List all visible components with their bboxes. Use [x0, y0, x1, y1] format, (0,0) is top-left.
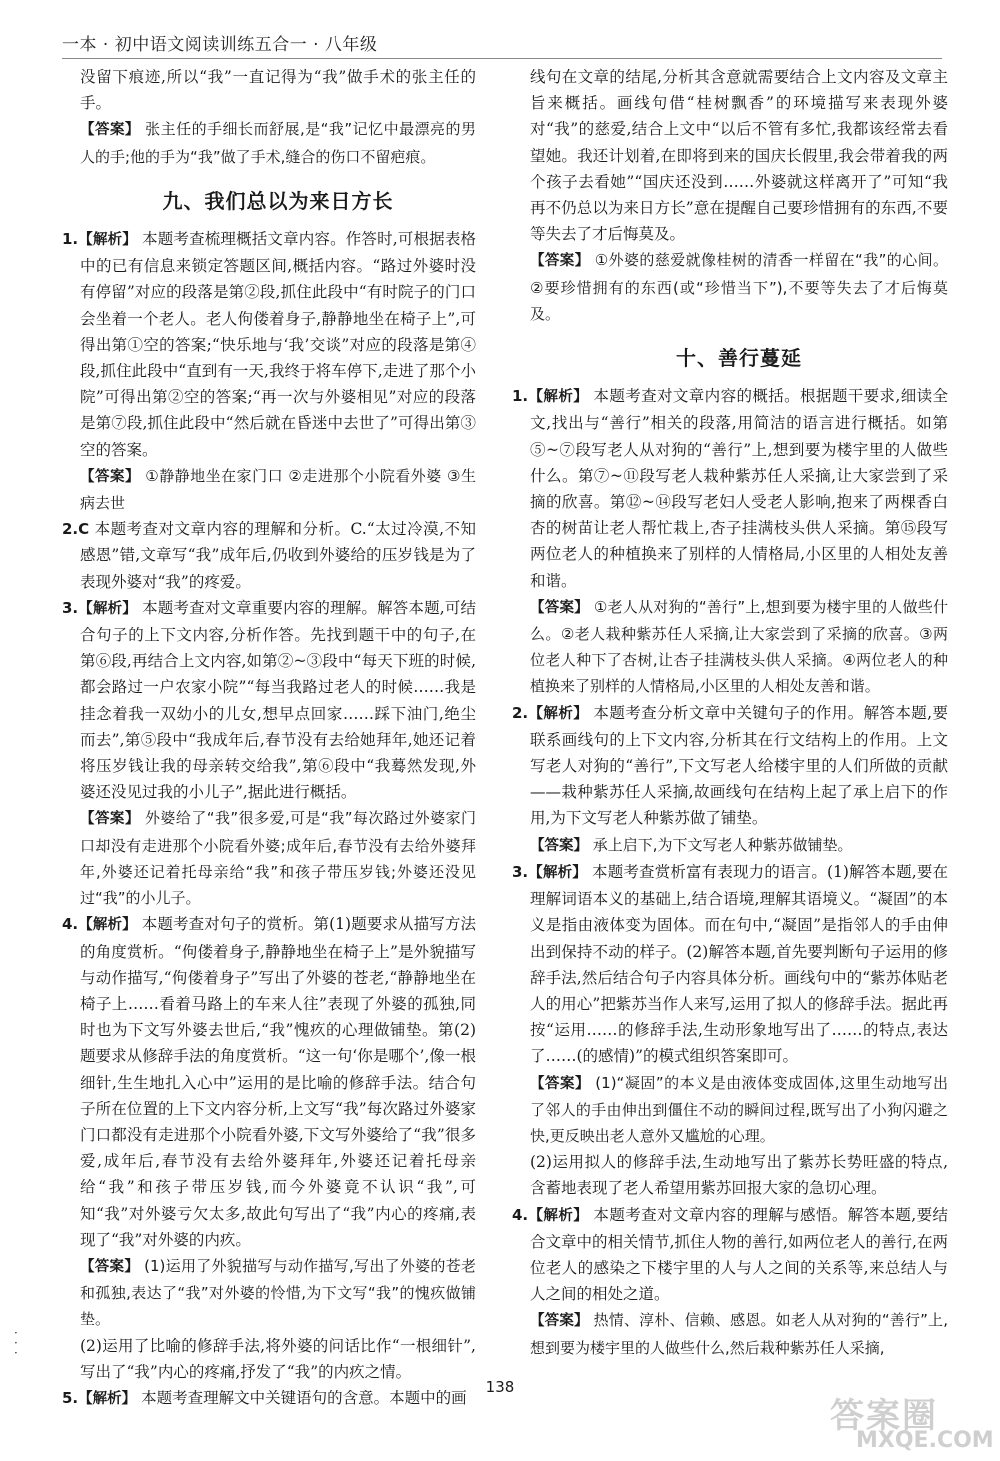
header-divider — [62, 58, 942, 59]
paragraph-text: 本题考查梳理概括文章内容。作答时,可根据表格中的已有信息来锁定答题区间,概括内容。“路过外婆时没有停留”对应的段落是第②段,抓住此段中“有时院子的门口会坐着一个老人。老人佝偻着身子,静静地坐在椅子上”,可得出第①空的答案;“快乐地与‘我’交谈”对应的段落是第④段,抓住此段中“直到有一天,我终于将车停下,走进了那个小院”可得出第②空的答案;“再一次与外婆相见”对应的段落是第⑦段,抓住此段中“然后就在昏迷中去世了”可得出第③空的答案。 — [80, 230, 477, 459]
paragraph-text: 热情、淳朴、信赖、感恩。如老人从对狗的“善行”上,想到要为楼宇里的人做些什么,然后栽种紫苏任人采摘, — [530, 1311, 948, 1357]
question-item — [62, 595, 477, 806]
text-paragraph — [530, 64, 948, 247]
answer-paragraph — [530, 594, 948, 700]
right-column — [512, 64, 949, 1361]
question-item — [512, 1202, 949, 1308]
analysis-label: 【解析】 — [528, 864, 587, 881]
question-number: 4. — [62, 915, 79, 934]
paragraph-text: 线句在文章的结尾,分析其含意就需要结合上文内容及文章主旨来概括。画线句借“桂树飘香”的环境描写来表现外婆对“我”的慈爱,结合上文中“以后不管有多忙,我都该经常去看望她。我还计划着,在即将到来的国庆长假里,我会带着我的两个孩子去看她”“国庆还没到……外婆就这样离开了”可知“我再不仍总以为来日方长”意在提醒自己要珍惜拥有的东西,不要等失去了才后悔莫及。 — [530, 68, 948, 244]
right-intro — [530, 64, 948, 327]
paragraph-text: 张主任的手细长而舒展,是“我”记忆中最漂亮的男人的手;他的手为“我”做了手术,缝合的伤口不留疤痕。 — [80, 120, 476, 166]
answer-paragraph — [80, 116, 476, 169]
question-item — [512, 859, 948, 1070]
question-number: 2. — [512, 703, 529, 722]
question-number: 2.C — [62, 520, 90, 539]
analysis-label: 【解析】 — [528, 705, 589, 722]
answer-paragraph — [530, 1070, 948, 1150]
text-paragraph — [530, 1149, 948, 1201]
answer-label: 【答案】 — [80, 811, 140, 828]
question-number: 1. — [512, 387, 529, 406]
analysis-label: 【解析】 — [528, 389, 589, 406]
paragraph-text: 外婆给了“我”很多爱,可是“我”每次路过外婆家门口却没有走进那个小院看外婆;成年后,春节没有去给外婆拜年,外婆还记着托母亲给“我”和孩子带压岁钱;外婆还没见过“我”的小儿子。 — [80, 809, 477, 908]
paragraph-text: 本题考查对文章内容的理解和分析。C.“太过冷漠,不知感恩”错,文章写“我”成年后,仍收到外婆给的压岁钱是为了表现外婆对“我”的疼爱。 — [80, 520, 476, 591]
watermark-logo — [820, 1388, 994, 1454]
answer-paragraph — [80, 463, 476, 516]
text-paragraph — [80, 64, 476, 116]
answer-paragraph — [530, 832, 948, 859]
left-intro — [80, 64, 476, 170]
analysis-label: 【解析】 — [78, 1390, 137, 1407]
left-question-list — [62, 226, 477, 1412]
answer-label: 【答案】 — [80, 1258, 140, 1275]
answer-label: 【答案】 — [530, 837, 588, 854]
answer-label: 【答案】 — [530, 1075, 591, 1092]
question-number: 3. — [62, 598, 79, 617]
paragraph-text: (1)“凝固”的本义是由液体变成固体,这里生动地写出了邻人的手由伸出到僵住不动的瞬间过程,既写出了小狗闪避之快,更反映出老人意外又尴尬的心理。 — [530, 1073, 949, 1145]
answer-paragraph — [80, 1253, 476, 1333]
answer-label: 【答案】 — [80, 122, 140, 139]
question-number: 4. — [512, 1205, 529, 1224]
paragraph-text: ①外婆的慈爱就像桂树的清香一样留在“我”的心间。②要珍惜拥有的东西(或“珍惜当下”),不要等失去了才后悔莫及。 — [530, 251, 948, 323]
paragraph-text: (1)运用了外貌描写与动作描写,写出了外婆的苍老和孤独,表达了“我”对外婆的怜惜,为下文写“我”的愧疚做铺垫。 — [80, 1256, 476, 1329]
left-column — [62, 64, 477, 1412]
section-title-10: 十、善行蔓延 — [676, 346, 802, 371]
answer-label: 【答案】 — [530, 253, 590, 270]
paragraph-text: ①老人从对狗的“善行”上,想到要为楼宇里的人做些什么。②老人栽种紫苏任人采摘,让大家尝到了采摘的欣喜。③两位老人种下了杏树,让杏子挂满枝头供人采摘。④两位老人的种植换来了别样的人情格局,小区里的人相处友善和谐。 — [530, 597, 949, 696]
answer-paragraph — [530, 247, 948, 327]
answer-label: 【答案】 — [530, 599, 589, 616]
answer-label: 【答案】 — [80, 468, 140, 485]
question-number: 1. — [62, 230, 79, 249]
question-number: 5. — [62, 1388, 79, 1407]
paragraph-text: 没留下痕迹,所以“我”一直记得为“我”做手术的张主任的手。 — [80, 68, 476, 113]
paragraph-text: 本题考查对文章内容的理解与感悟。解答本题,要结合文章中的相关情节,抓住人物的善行,如两位老人的善行,在两位老人的感染之下楼宇里的人与人之间的关系等,来总结人与人之间的相处之道。 — [530, 1205, 949, 1304]
question-number: 3. — [512, 862, 529, 881]
section-title-9: 九、我们总以为来日方长 — [162, 188, 394, 213]
question-item — [512, 383, 949, 594]
analysis-label: 【解析】 — [78, 600, 137, 617]
paragraph-text: 承上启下,为下文写老人种紫苏做铺垫。 — [588, 835, 853, 854]
question-item — [62, 911, 477, 1253]
paragraph-text: 本题考查对文章内容的概括。根据题干要求,细读全文,找出与“善行”相关的段落,用简洁的语言进行概括。如第⑤~⑦段写老人从对狗的“善行”上,想到要为楼宇里的人做些什么。第⑦~⑪段写老人栽种紫苏任人采摘,让大家尝到了采摘的欣喜。第⑫~⑭段写老妇人受老人影响,抱来了两棵香白杏的树苗让老人帮忙栽上,杏子挂满枝头供人采摘。第⑮段写两位老人的种植换来了别样的人情格局,小区里的人相处友善和谐。 — [530, 387, 949, 590]
right-question-list — [512, 383, 949, 1361]
paragraph-text: (2)运用拟人的修辞手法,生动地写出了紫苏长势旺盛的特点,含蓄地表现了老人希望用紫苏回报大家的急切心理。 — [530, 1153, 948, 1198]
question-item — [62, 226, 477, 463]
paragraph-text: 本题考查分析文章中关键句子的作用。解答本题,要联系画线句的上下文内容,分析其在行文结构上的作用。上文写老人对狗的“善行”,下文写老人给楼宇里的人们所做的贡献——栽种紫苏任人采摘,故画线句在结构上起了承上启下的作用,为下文写老人种紫苏做了铺垫。 — [530, 703, 949, 828]
paragraph-text: 本题考查对句子的赏析。第(1)题要求从描写方法的角度赏析。“佝偻着身子,静静地坐在椅子上”是外貌描写与动作描写,“佝偻着身子”写出了外婆的苍老,“静静地坐在椅子上……看着马路上的车来人往”表现了外婆的孤独,同时也为下文写外婆去世后,“我”愧疚的心理做铺垫。第(2)题要求从修辞手法的角度赏析。“这一句‘你是哪个’,像一根细针,生生地扎入心中”运用的是比喻的修辞手法。结合句子所在位置的上下文内容分析,上文写“我”每次路过外婆家门口都没有走进那个小院看外婆,下文写外婆给了“我”很多爱,成年后,春节没有去给外婆拜年,外婆还记着托母亲给“我”和孩子带压岁钱,而今外婆竟不认识“我”,可知“我”对外婆亏欠太多,故此句写出了“我”内心的疼痛,表现了“我”对外婆的内疚。 — [80, 915, 477, 1249]
page-number: 138 — [485, 1378, 515, 1396]
paragraph-text: 本题考查对文章重要内容的理解。解答本题,可结合句子的上下文内容,分析作答。先找到题干中的句子,在第⑥段,再结合上文内容,如第②~③段中“每天下班的时候,都会路过一户农家小院”“每当我路过老人的时候……我是挂念着我一双幼小的儿女,想早点回家……踩下油门,绝尘而去”,第⑤段中“我成年后,春节没有去给她拜年,她还记着将压岁钱让我的母亲转交给我”,第⑥段中“我蓦然发现,外婆还没见过我的小儿子”,据此进行概括。 — [80, 598, 477, 802]
analysis-label: 【解析】 — [78, 917, 137, 934]
answer-paragraph — [80, 805, 476, 911]
answer-label: 【答案】 — [530, 1313, 589, 1330]
running-header: 一本 · 初中语文阅读训练五合一 · 八年级 — [62, 35, 378, 55]
question-item — [512, 700, 949, 832]
watermark-text: 答案圈 — [830, 1396, 938, 1436]
question-item — [62, 516, 476, 595]
watermark-url: MXQE.COM — [856, 1428, 994, 1453]
analysis-label: 【解析】 — [528, 1207, 589, 1224]
margin-marks: · · · — [14, 1326, 18, 1360]
paragraph-text: (2)运用了比喻的修辞手法,将外婆的问话比作“一根细针”,写出了“我”内心的疼痛,抒发了“我”的内疚之情。 — [80, 1336, 476, 1381]
answer-paragraph — [530, 1307, 948, 1360]
paragraph-text: 本题考查赏析富有表现力的语言。(1)解答本题,要在理解词语本义的基础上,结合语境,理解其语境义。“凝固”的本义是指由液体变为固体。而在句中,“凝固”是指邻人的手由伸出到保持不动的样子。(2)解答本题,首先要判断句子运用的修辞手法,然后结合句子内容具体分析。画线句中的“紫苏体贴老人的用心”把紫苏当作人来写,运用了拟人的修辞手法。据此再按“运用……的修辞手法,生动形象地写出了……的特点,表达了……(的感情)”的模式组织答案即可。 — [530, 862, 948, 1066]
analysis-label: 【解析】 — [78, 232, 137, 249]
paragraph-text: ①静静地坐在家门口 ②走进那个小院看外婆 ③生病去世 — [80, 466, 476, 513]
paragraph-text: 本题考查理解文中关键语句的含意。本题中的画 — [136, 1388, 467, 1407]
